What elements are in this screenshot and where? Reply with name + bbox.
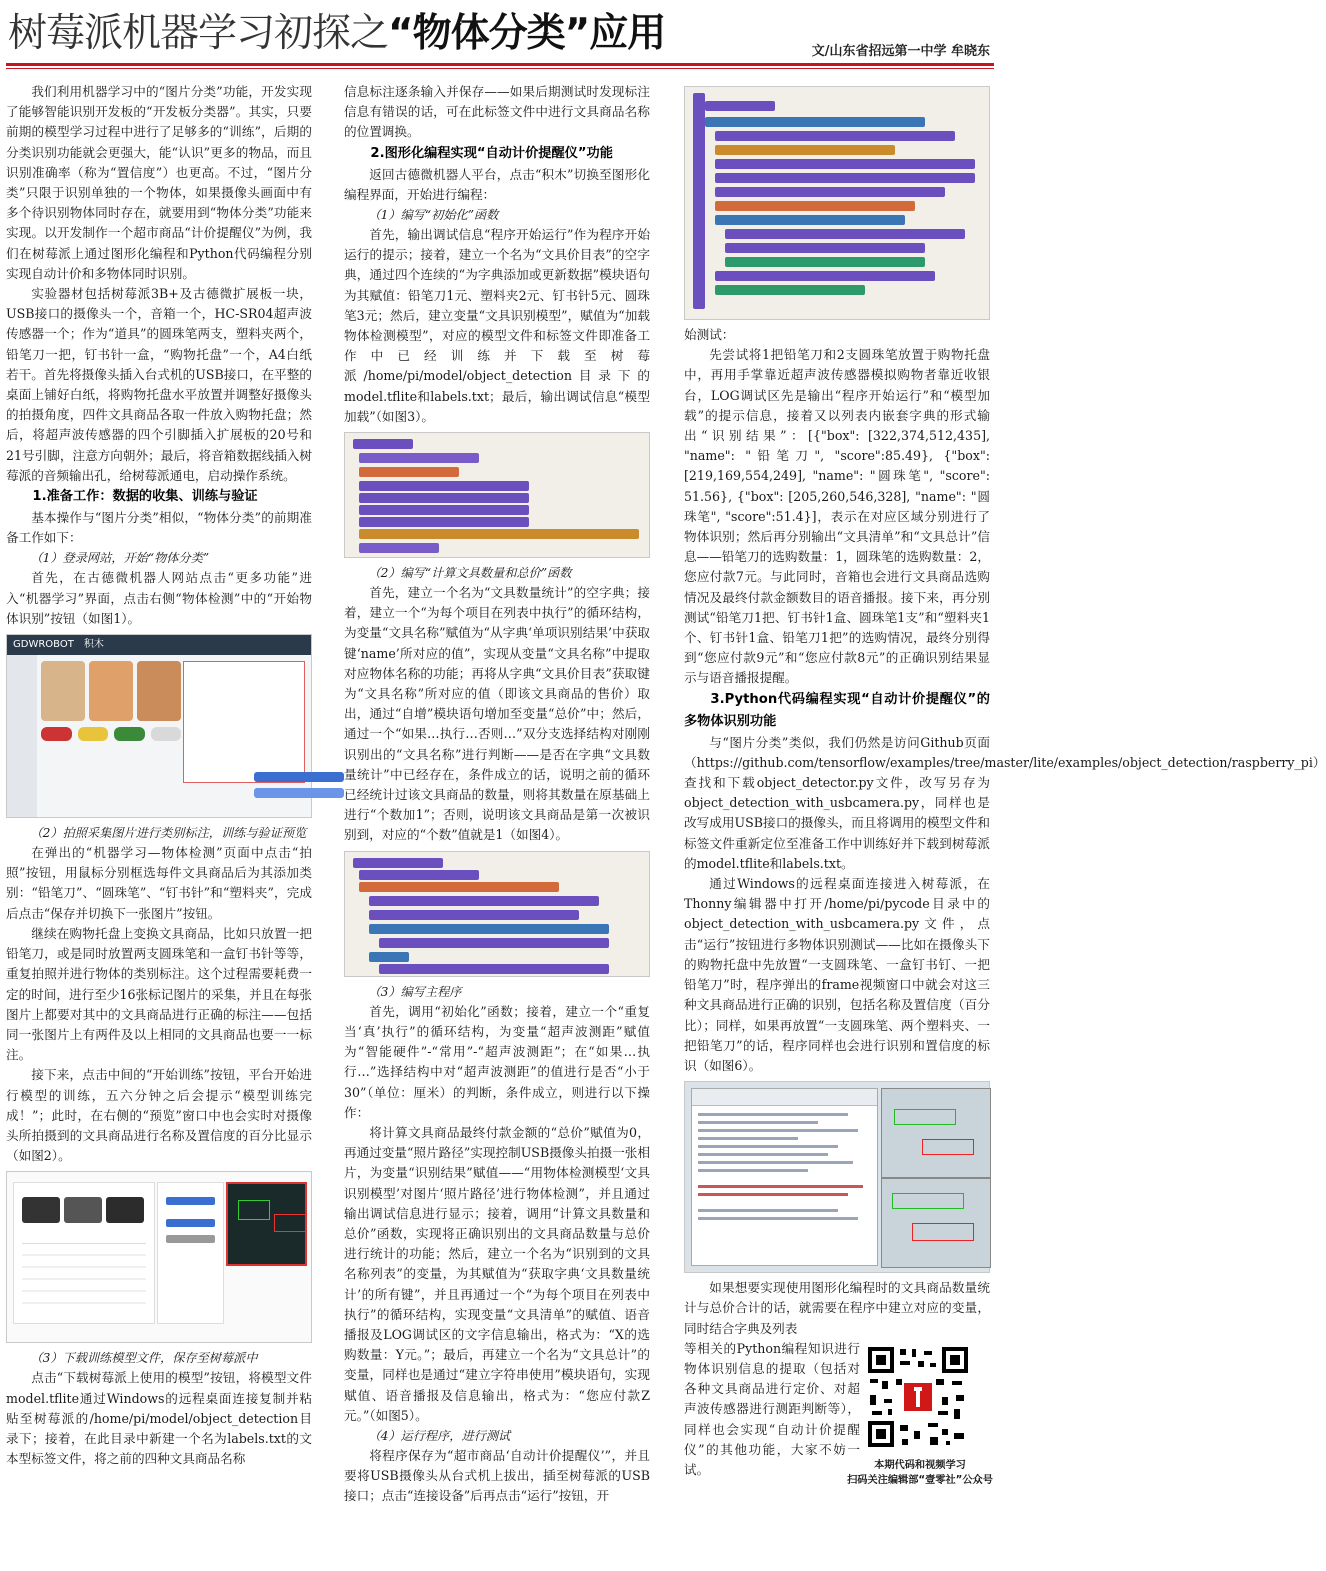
figure-2-screenshot — [6, 1171, 312, 1343]
paragraph: 我们利用机器学习中的“图片分类”功能，开发实现了能够智能识别开发板的“开发板分类器”。其实，只要前期的模型学习过程中进行了足够多的“训练”，后期的分类识别功能就会更强大，能“认识”更多的物品，而且识别准确率（称为“置信度”）也更高。不过，“图片分类”只限于识别单独的一个物体，如果摄像头画面中有多个待识别物体同时存在，就要用到“物体分类”功能来实现。以开发制作一个超市商品“计价提醒仪”为例，我们在树莓派上通过图形化编程和Python代码编程分别实现自动计价和多物体同时识别。 — [6, 84, 312, 281]
figure-6-screenshot — [684, 1081, 990, 1273]
article-title: 树莓派机器学习初探之“物体分类”应用 — [8, 11, 666, 56]
figure-1-image-tiles — [41, 661, 181, 721]
figure-1-sidebar — [7, 655, 37, 817]
header-rule — [6, 63, 994, 66]
paragraph: 首先，调用“初始化”函数；接着，建立一个“重复当‘真’执行”的循环结构，为变量“超声波测距”赋值为“智能硬件”-“常用”-“超声波测距”；在“如果…执行…”选择结构中对“超声波测距”的值进行是否“小于30”（单位：厘米）的判断，条件成立，则进行以下操作： — [344, 1003, 650, 1120]
paragraph: 实验器材包括树莓派3B+及古德微扩展板一块，USB接口的摄像头一个，音箱一个，HC-SR04超声波传感器一个；作为“道具”的圆珠笔两支，塑料夹两个，铅笔刀一把，钉书针一盒，“购物托盘”一个，A4白纸若干。首先将摄像头插入台式机的USB接口，在平整的桌面上铺好白纸，将购物托盘水平放置并调整好摄像头的拍摄角度，四件文具商品各取一件放入购物托盘；然后，将超声波传感器的四个引脚插入扩展板的20号和21号引脚，注意方向朝外；最后，将音箱数据线插入树莓派的音频输出孔，给树莓派通电，启动操作系统。 — [6, 286, 312, 483]
paragraph: 将程序保存为“超市商品‘自动计价提醒仪’”，并且要将USB摄像头从台式机上拔出，插至树莓派的USB接口；点击“连接设备”后再点击“运行”按钮，开 — [344, 1447, 650, 1504]
figure-1-screenshot — [6, 634, 312, 818]
subsection-heading: （4）运行程序，进行测试 — [368, 1428, 511, 1443]
section-heading: 1.准备工作：数据的收集、训练与验证 — [32, 489, 258, 505]
paragraph: 接下来，点击中间的“开始训练”按钮，平台开始进行模型的训练，五六分钟之后会提示“模型训练完成！”；此时，在右侧的“预览”窗口中也会实时对摄像头所拍摄到的文具商品进行名称及置信度的百分比显示（如图2）。 — [6, 1067, 312, 1164]
figure-1-button — [254, 788, 344, 798]
header-rule-thin — [6, 68, 994, 69]
figure-5-block-code — [684, 86, 990, 320]
subsection-heading: （2）拍照采集图片进行类别标注，训练与验证预览 — [30, 826, 307, 841]
paragraph: 首先，建立一个名为“文具数量统计”的空字典；接着，建立一个“为每个项目在列表中执行”的循环结构，为变量“文具名称”赋值为“从字典‘单项识别结果’中获取键‘name’所对应的值”，实现从变量“文具名称”中提取对应物体名称的功能；再将从字典“文具价目表”获取键为“文具名称”所对应的值（即该文具商品的售价）取出，通过“自增”模块语句增加至变量“总价”中；然后，通过一个“如果…执行…否则…”双分支选择结构对刚刚识别出的“文具名称”进行判断——是否在字典“文具数量统计”中已经存在，条件成立的话，说明之前的循环已经统计过该文具商品的数量，则将其数量在原基础上进行“个数加1”；否则，说明该文具商品是第一次被识别到，对应的“个数”值就是1（如图4）。 — [344, 585, 650, 843]
subsection-heading: （3）下载训练模型文件，保存至树莓派中 — [30, 1351, 258, 1366]
figure-3-block-code — [344, 432, 650, 558]
paragraph: 首先，在古德微机器人网站点击“更多功能”进入“机器学习”界面，点击右侧“物体检测”中的“开始物体识别”按钮（如图1）。 — [6, 570, 312, 626]
figure-2-preview-window — [226, 1182, 307, 1266]
column-1 — [6, 82, 312, 1469]
column-2 — [344, 82, 650, 1507]
qr-caption: 本期代码和视频学习 扫码关注编辑部“壹零社”公众号 — [847, 1460, 993, 1486]
figure-2-photo-panel — [13, 1182, 155, 1324]
paragraph: 将计算文具商品最终付款金额的“总价”赋值为0，再通过变量“照片路径”实现控制USB摄像头拍摄一张相片，为变量“识别结果”赋值——“用物体检测模型‘文具识别模型’对图片‘照片路径’进行物体检测”，并且通过输出调试信息进行显示；接着，调用“计算文具数量和总价”函数，实现将正确识别出的文具商品数量与总价进行统计的功能；然后，建立一个名为“识别到的文具名称列表”的变量，为其赋值为“获取字典‘文具数量统计’的所有键”，并且再通过一个“为每个项目在列表中执行”的循环结构，实现变量“文具清单”的赋值、语音播报及LOG调试区的文字信息输出，格式为：“X的选购数量：Y元。”；最后，再建立一个名为“文具总计”的变量，同样也是通过“建立字符串使用”模块语句，实现赋值、语音播报及信息输出，格式为：“您应付款Z元。”（如图5）。 — [344, 1124, 650, 1423]
figure-2-controls — [157, 1182, 224, 1324]
figure-6-thonny-editor — [691, 1088, 878, 1266]
figure-4-block-code — [344, 851, 650, 977]
byline: 文/山东省招远第一中学 牟晓东 — [811, 44, 990, 59]
paragraph: 信息标注逐条输入并保存——如果后期测试时发现标注信息有错误的话，可在此标签文件中进行文具商品名称的位置调换。 — [344, 84, 650, 140]
subsection-heading: （3）编写主程序 — [368, 984, 462, 999]
figure-1-header: GDWROBOT 积木 — [7, 635, 311, 655]
paragraph: 返回古德微机器人平台，点击“积木”切换至图形化编程界面，开始进行编程： — [344, 166, 650, 202]
figure-6-camera-frame — [881, 1088, 991, 1178]
figure-1-start-button — [254, 772, 344, 782]
section-heading: 2.图形化编程实现“自动计价提醒仪”功能 — [370, 145, 613, 161]
qr-code — [866, 1345, 970, 1449]
paragraph: 等相关的Python编程知识进行物体识别信息的提取（包括对各种文具商品进行定价、对超声波传感器进行测距判断等），同样也会实现“自动计价提醒仪”的其他功能，大家不妨一试。 — [684, 1340, 860, 1477]
subsection-heading: （2）编写“计算文具数量和总价”函数 — [368, 566, 572, 581]
paragraph: 通过Windows的远程桌面连接进入树莓派，在Thonny编辑器中打开/home/pi/pycode目录中的object_detection_with_usbcamera.py文件，点击“运行”按钮进行多物体识别测试——比如在摄像头下的购物托盘中先放置“一支圆珠笔、一盒钉书钉、一把铅笔刀”时，程序弹出的frame视频窗口中就会对这三种文具商品进行正确的识别，包括名称及置信度（百分比）；同样，如果再放置“一支圆珠笔、两个塑料夹、一把铅笔刀”的话，程序同样也会进行识别和置信度的标识（如图6）。 — [684, 876, 990, 1073]
figure-6-camera-frame — [881, 1178, 991, 1268]
figure-1-fruit-row — [41, 727, 181, 741]
figure-6-toolbar — [692, 1089, 877, 1106]
paragraph: 如果想要实现使用图形化编程时的文具商品数量统计与总价合计的话，就需要在程序中建立对应的变量，同时结合字典及列表 — [684, 1280, 990, 1336]
paragraph: 基本操作与“图片分类”相似，“物体分类”的前期准备工作如下： — [6, 510, 312, 546]
subsection-heading: （1）编写“初始化”函数 — [368, 208, 499, 223]
section-heading: 3.Python代码编程实现“自动计价提醒仪”的多物体识别功能 — [684, 691, 990, 729]
paragraph: 继续在购物托盘上变换文具商品，比如只放置一把铅笔刀，或是同时放置两支圆珠笔和一盒钉书针等等，重复拍照并进行物体的类别标注。这个过程需要耗费一定的时间，进行至少16张标记图片的采集，并且在每张图片上都要对其中的文具商品进行正确的标注——包括同一张图片上有两件及以上相同的文具商品也要一一标注。 — [6, 925, 312, 1063]
column-3 — [684, 82, 1326, 1480]
figure-1-highlight-panel — [183, 661, 305, 783]
paragraph: 始测试： — [684, 327, 735, 342]
paragraph: 在弹出的“机器学习—物体检测”页面中点击“拍照”按钮，用鼠标分别框选每件文具商品后为其添加类别：“铅笔刀”、“圆珠笔”、“钉书针”和“塑料夹”，完成后点击“保存并切换下一张图片”按钮。 — [6, 845, 312, 921]
paragraph: 先尝试将1把铅笔刀和2支圆珠笔放置于购物托盘中，再用手掌靠近超声波传感器模拟购物者靠近收银台，LOG调试区先是输出“程序开始运行”和“模型加载”的提示信息，接着又以列表内嵌套字典的形式输出“识别结果”：[{"box": [322,374,512,435], "name": "铅笔刀", "score":85.49}, {"box": [219,169,554,249], "name": "圆珠笔", "score": 51.56}, {"box": [205,260,546,328], "name": "圆珠笔", "score":51.4}]，表示在对应区域分别进行了物体识别；然后再分别输出“文具清单”和“文具总计”信息——铅笔刀的选购数量：1，圆珠笔的选购数量：2，您应付款7元。与此同时，音箱也会进行文具商品选购情况及最终付款金额数目的语音播报。接下来，再分别测试“铅笔刀1把、钉书针1盒、圆珠笔1支”和“塑料夹1个、钉书针1盒、铅笔刀1把”的选购情况，最终分别得到“您应付款9元”和“您应付款8元”的正确识别结果显示与语音播报提醒。 — [684, 347, 990, 686]
paragraph: 首先，输出调试信息“程序开始运行”作为程序开始运行的提示；接着，建立一个名为“文具价目表”的空字典，通过四个连续的“为字典添加或更新数据”模块语句为其赋值：铅笔刀1元、塑料夹2元、钉书针5元、圆珠笔3元；然后，建立变量“文具识别模型”，赋值为“加载物体检测模型”，对应的模型文件和标签文件即准备工作中已经训练并下载至树莓派/home/pi/model/object_detection目录下的model.tflite和labels.txt；最后，输出调试信息“模型加载”（如图3）。 — [344, 227, 650, 424]
subsection-heading: （1）登录网站，开始“物体分类” — [30, 551, 210, 566]
paragraph: 与“图片分类”类似，我们仍然是访问Github页面（https://github.com/tensorflow/examples/tree/master/lite/examples/object_detection/raspberry_pi）查找和下载object_detector.py文件，改写另存为object_detection_with_usbcamera.py，同样也是改写成用USB接口的摄像头，而且将调用的模型文件和标签文件重新定位至准备工作中训练好并下载到树莓派的model.tflite和labels.txt。 — [684, 734, 1326, 871]
paragraph: 点击“下载树莓派上使用的模型”按钮，将模型文件model.tflite通过Windows的远程桌面连接复制并粘贴至树莓派的/home/pi/model/object_detection目录下；接着，在此目录中新建一个名为labels.txt的文本型标签文件，将之前的四种文具商品名称 — [6, 1370, 312, 1467]
